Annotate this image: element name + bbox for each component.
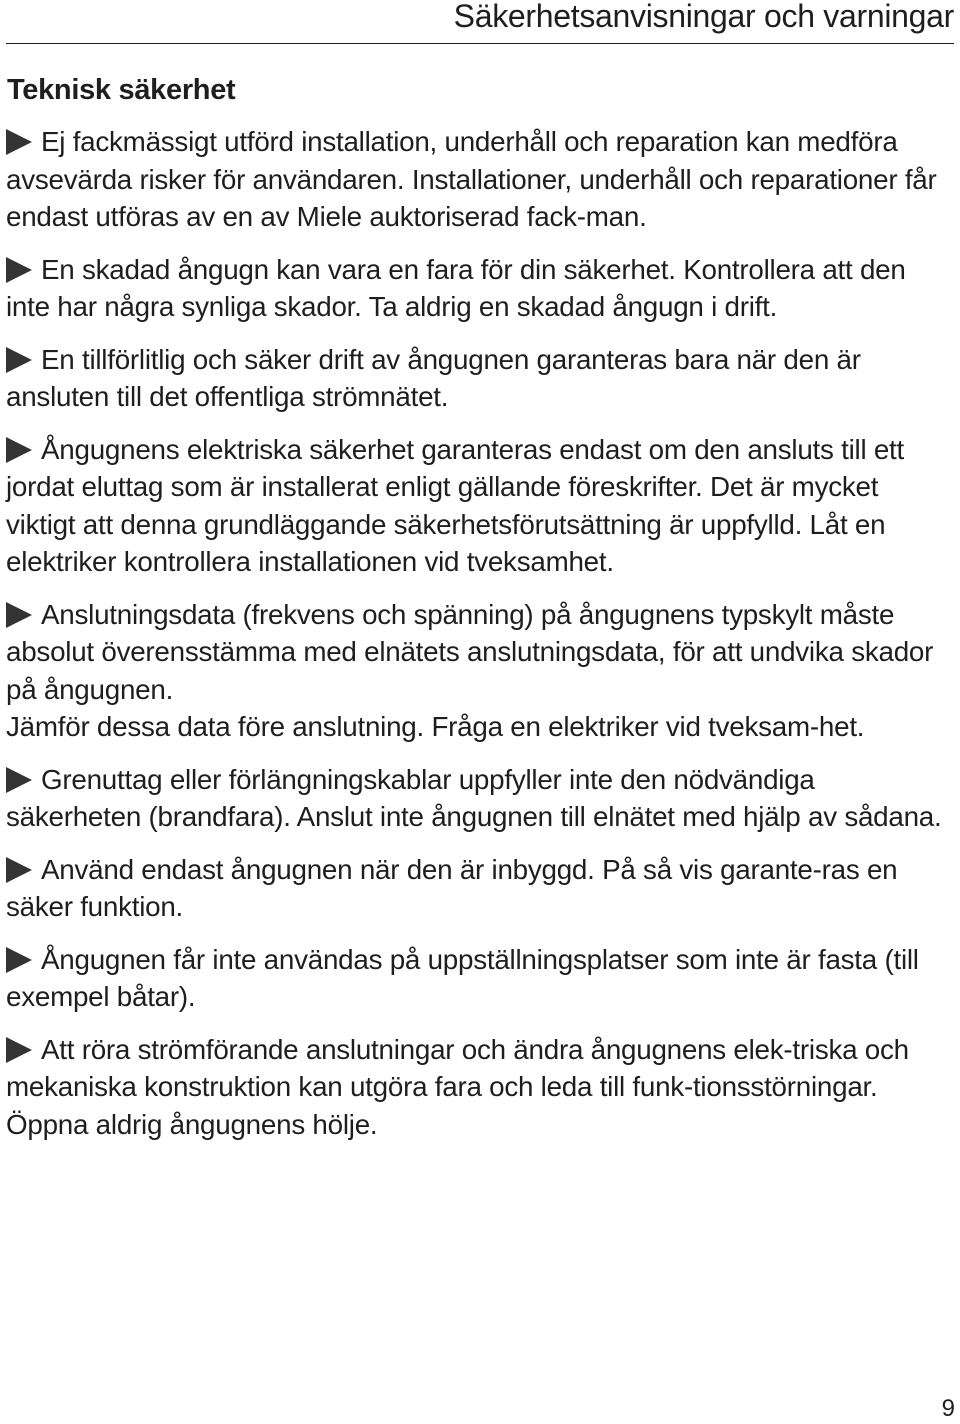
warning-item-4 — [6, 431, 954, 581]
warning-item-5 — [6, 596, 954, 746]
warning-text: Att röra strömförande anslutningar och ändra ångugnens elek-triska och mekaniska konstruktion kan utgöra fara och leda till funk-tionsstörningar. — [6, 1033, 909, 1102]
header-divider — [6, 43, 954, 44]
page-header-title: Säkerhetsanvisningar och varningar — [453, 0, 954, 34]
triangle-bullet-icon — [6, 857, 32, 883]
triangle-bullet-icon — [6, 602, 32, 628]
warning-item-2 — [6, 251, 954, 326]
triangle-bullet-icon — [6, 947, 32, 973]
warning-text: Ångugnen får inte användas på uppställningsplatser som inte är fasta (till exempel båtar). — [6, 943, 919, 1012]
section-title: Teknisk säkerhet — [7, 74, 236, 106]
triangle-bullet-icon — [6, 129, 32, 155]
warning-item-7 — [6, 851, 954, 926]
warning-list — [6, 123, 954, 1158]
warning-item-6 — [6, 761, 954, 836]
warning-text: En skadad ångugn kan vara en fara för din säkerhet. Kontrollera att den inte har några synliga skador. Ta aldrig en skadad ångugn i drift. — [6, 253, 906, 322]
triangle-bullet-icon — [6, 767, 32, 793]
triangle-bullet-icon — [6, 1037, 32, 1063]
warning-text: Använd endast ångugnen när den är inbyggd. På så vis garante-ras en säker funktion. — [6, 853, 898, 922]
page-number: 9 — [941, 1395, 955, 1422]
warning-item-8 — [6, 941, 954, 1016]
triangle-bullet-icon — [6, 347, 32, 373]
warning-text-continued: Jämför dessa data före anslutning. Fråga en elektriker vid tveksam-het. — [6, 711, 865, 742]
triangle-bullet-icon — [6, 257, 32, 283]
warning-text: Ej fackmässigt utförd installation, underhåll och reparation kan medföra avsevärda risker för användaren. Installationer, underhåll och reparationer får endast utföras av en av Miele auktoriserad fack-man. — [6, 126, 937, 232]
warning-text-continued: Öppna aldrig ångugnens hölje. — [6, 1108, 378, 1140]
warning-item-3 — [6, 341, 954, 416]
triangle-bullet-icon — [6, 437, 32, 463]
warning-text: Grenuttag eller förlängningskablar uppfyller inte den nödvändiga säkerheten (brandfara). Anslut inte ångugnen till elnätet med hjälp av sådana. — [6, 763, 942, 832]
warning-text: Ångugnens elektriska säkerhet garanteras endast om den ansluts till ett jordat eluttag som är installerat enligt gällande föreskrifter. Det är mycket viktigt att denna grundläggande säkerhetsförutsättning är uppfylld. Låt en elektriker kontrollera installationen vid tveksamhet. — [6, 433, 904, 577]
warning-text: En tillförlitlig och säker drift av ångugnen garanteras bara när den är ansluten till det offentliga strömnätet. — [6, 343, 861, 412]
warning-text: Anslutningsdata (frekvens och spänning) på ångugnens typskylt måste absolut överensstämma med elnätets anslutningsdata, för att undvika skador på ångugnen. — [6, 598, 934, 705]
warning-item-1 — [6, 123, 954, 236]
warning-item-9 — [6, 1031, 954, 1144]
